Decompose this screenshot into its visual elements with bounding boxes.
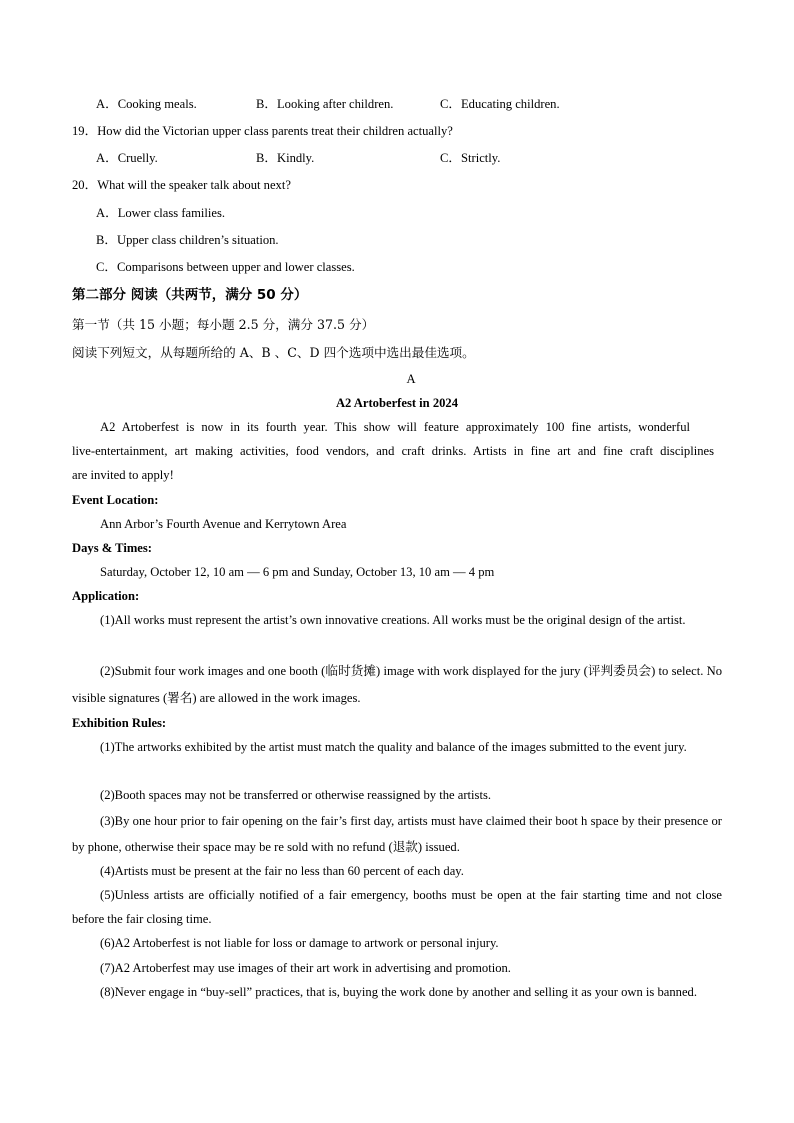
q18-option-b: B．Looking after children.	[256, 97, 394, 111]
intro-line-3: are invited to apply!	[72, 468, 174, 482]
application-label: Application:	[72, 589, 140, 603]
times-value: Saturday, October 12, 10 am — 6 pm and Sunday, October 13, 10 am — 4 pm	[100, 565, 495, 579]
rule-4: (4)Artists must be present at the fair no less than 60 percent of each day.	[100, 864, 464, 878]
rule-2: (2)Booth spaces may not be transferred or otherwise reassigned by the artists.	[100, 788, 491, 802]
times-label: Days & Times:	[72, 541, 152, 555]
application-item-2: (2)Submit four work images and one booth (临时货摊) image with work displayed for the jury (评判委员会) to select. No visible signatures (署名) are allowed in the work images.	[72, 664, 722, 705]
q19-option-b: B．Kindly.	[256, 151, 315, 165]
q20-option-c: C．Comparisons between upper and lower classes.	[96, 260, 355, 274]
rule-3: (3)By one hour prior to fair opening on the fair’s first day, artists must have claimed their boot h space by their presence or by phone, otherwise their space may be re sold with no refund (退款) issued.	[72, 814, 722, 854]
section1-instruction: 阅读下列短文，从每题所给的 A、B 、C、D 四个选项中选出最佳选项。	[72, 345, 475, 360]
passage-title: A2 Artoberfest in 2024	[335, 396, 459, 410]
q18-option-c: C．Educating children.	[440, 97, 560, 111]
rule-7: (7)A2 Artoberfest may use images of their art work in advertising and promotion.	[100, 961, 511, 975]
q20-stem: 20．What will the speaker talk about next?	[72, 178, 291, 192]
exhibition-rules-label: Exhibition Rules:	[72, 716, 167, 730]
q20-option-a: A．Lower class families.	[96, 206, 226, 220]
part2-heading: 第二部分 阅读（共两节，满分 50 分）	[72, 287, 308, 303]
q19-option-a: A．Cruelly.	[96, 151, 158, 165]
location-label: Event Location:	[72, 493, 159, 507]
rule-1: (1)The artworks exhibited by the artist must match the quality and balance of the images submitted to the event jury.	[100, 740, 687, 754]
q18-option-a: A．Cooking meals.	[96, 97, 197, 111]
application-item-1: (1)All works must represent the artist’s own innovative creations. All works must be the original design of the artist.	[100, 613, 686, 627]
rule-6: (6)A2 Artoberfest is not liable for loss or damage to artwork or personal injury.	[100, 936, 499, 950]
intro-line-2: live-entertainment, art making activities, food vendors, and craft drinks. Artists in fine art and fine craft disciplines	[72, 444, 714, 458]
rule-8: (8)Never engage in “buy-sell” practices, that is, buying the work done by another and selling it as your own is banned.	[100, 985, 697, 999]
passage-letter: A	[406, 372, 416, 386]
location-value: Ann Arbor’s Fourth Avenue and Kerrytown Area	[100, 517, 347, 531]
intro-line-1: A2 Artoberfest is now in its fourth year. This show will feature approximately 100 fine artists, wonderful	[100, 420, 690, 434]
rule-5: (5)Unless artists are officially notified of a fair emergency, booths must be open at the fair starting time and not close before the fair closing time.	[72, 888, 722, 926]
section1-heading: 第一节（共 15 小题；每小题 2.5 分，满分 37.5 分）	[72, 317, 375, 332]
q20-option-b: B．Upper class children’s situation.	[96, 233, 279, 247]
q19-stem: 19．How did the Victorian upper class parents treat their children actually?	[72, 124, 453, 138]
q19-option-c: C．Strictly.	[440, 151, 501, 165]
